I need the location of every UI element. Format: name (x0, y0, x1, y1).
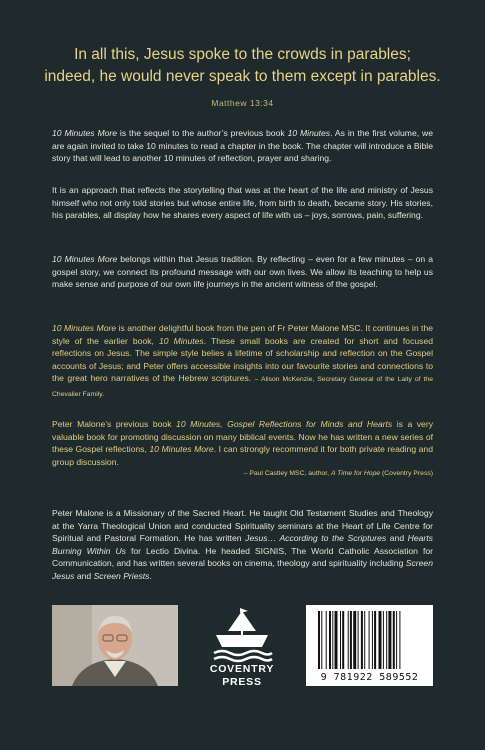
publisher-name: COVENTRY (209, 663, 275, 675)
barcode-bar (379, 611, 382, 669)
author-photo (52, 605, 178, 686)
barcode-bar (353, 611, 356, 669)
coventry-press-logo (192, 605, 292, 689)
barcode-bar (396, 611, 397, 669)
barcode-bar (348, 611, 349, 669)
publisher-name-2: PRESS (222, 676, 262, 688)
barcode-bar (321, 611, 322, 669)
barcode-bar (326, 611, 327, 669)
barcode-bar (393, 611, 395, 669)
review-attribution: – Paul Castley MSC, author, A Time for Hope (Coventry Press) (243, 470, 433, 478)
intro-paragraph-1: 10 Minutes More is the sequel to the author’s previous book 10 Minutes. As in the first volume, we are again invited to take 10 minutes to read a chapter in the book. The chapter will introduce a Bible story that will lead to another 10 minutes of reflection, prayer and sharing. (52, 128, 433, 164)
barcode-bar (372, 611, 373, 669)
review-attribution: – Alison McKenzie, Secretary General of the Laity of the Chevalier Family. (52, 376, 433, 398)
author-portrait-illustration (52, 605, 178, 686)
barcode-bar (358, 611, 359, 669)
barcode-bar (388, 611, 391, 669)
barcode-bar (350, 611, 352, 669)
isbn-barcode (306, 605, 433, 686)
barcode-bar (369, 611, 370, 669)
barcode-bar (329, 611, 331, 669)
intro-paragraph-2: It is an approach that reflects the storytelling that was at the heart of the life and ministry of Jesus himself who not only told stories but whose entire life, from birth to death, became story. His stories, his parables, all display how he shares every aspect of life with us – joys, sorrows, pain, suffering. (52, 185, 433, 221)
barcode-bar (386, 611, 387, 669)
intro-paragraph-3: 10 Minutes More belongs within that Jesus tradition. By reflecting – even for a few minutes – on a gospel story, we connect its profound message with our own lives. We allow its teaching to help us make sense and purpose of our own life journeys in the ancient witness of the gospel. (52, 254, 433, 290)
epigraph-quote (40, 44, 445, 88)
barcode-bar (383, 611, 384, 669)
barcode-bar (318, 611, 320, 669)
barcode-bar (342, 611, 344, 669)
barcode-bar (332, 611, 333, 669)
review-mckenzie: 10 Minutes More is another delightful book from the pen of Fr Peter Malone MSC. It continues in the style of the earlier book, 10 Minutes. These small books are created for short and focused reflections on Jesus. The simple style belies a lifetime of scholarship and reflection on the Gospel accounts of Jesus; and Peter offers accessible insights into our favourite stories and connections to the great hero narratives of the Hebrew scriptures. – Alison McKenzie, Secretary General of the Laity of the Chevalier Family. (52, 323, 434, 398)
book-title: 10 Minutes More (52, 128, 118, 138)
barcode-bar (374, 611, 376, 669)
barcode-bar (335, 611, 338, 669)
book-title: 10 Minutes More (52, 254, 118, 264)
epigraph-line-1: In all this, Jesus spoke to the crowds in parables; (74, 46, 411, 63)
author-bio: Peter Malone is a Missionary of the Sacred Heart. He taught Old Testament Studies and Theology at the Yarra Theological Union and conducted Spirituality seminars at the Heart of Life Centre for Spiritual and Pastoral Formation. He has written Jesus… According to the Scriptures and Hearts Burning Within Us for Lectio Divina. He headed SIGNIS, The World Catholic Association for Communication, and has written several books on cinema, theology and spirituality including Screen Jesus and Screen Priests. (52, 508, 433, 581)
barcode-bar (340, 611, 341, 669)
ship-icon (192, 605, 292, 663)
epigraph-line-2: indeed, he would never speak to them except in parables. (44, 68, 441, 85)
epigraph-reference: Matthew 13:34 (211, 98, 274, 108)
barcode-bar (399, 611, 400, 669)
book-title: 10 Minutes (287, 128, 331, 138)
barcode-bar (364, 611, 365, 669)
isbn-number: 9 781922 589552 (320, 672, 419, 683)
review-castley: Peter Malone’s previous book 10 Minutes, Gospel Reflections for Minds and Hearts is a very valuable book for promoting discussion on many biblical events. Now he has written a new series of these Gospel reflections, 10 Minutes More. I can strongly recommend it for both private reading and group discussion. – Paul Castley MSC, author, A Time for Hope (Coventry Press) (52, 418, 433, 481)
barcode-bar (361, 611, 363, 669)
